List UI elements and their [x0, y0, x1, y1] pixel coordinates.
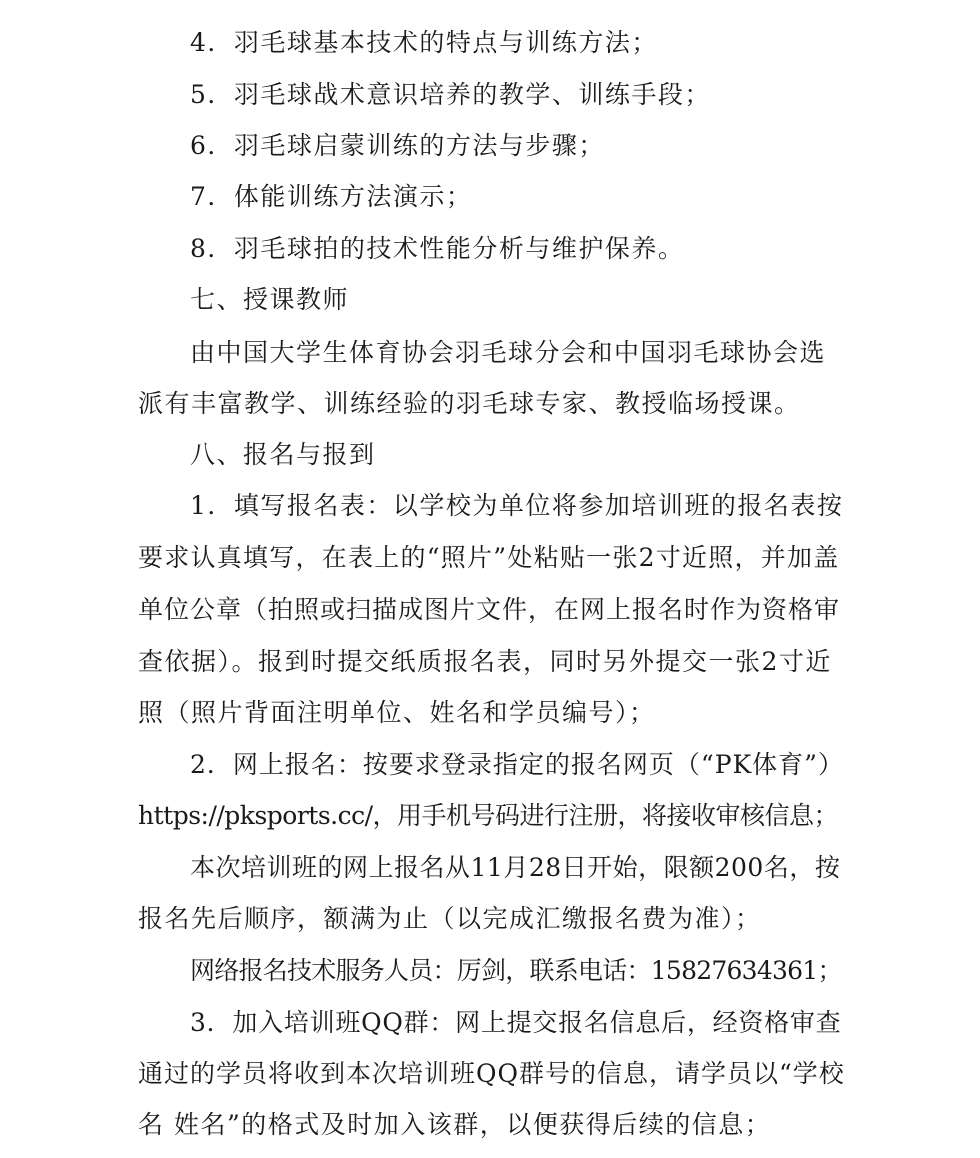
paragraph-line: 照（照片背面注明单位、姓名和学员编号）； — [138, 698, 656, 727]
list-item-8: 8．羽毛球拍的技术性能分析与维护保养。 — [190, 234, 685, 263]
paragraph-line: 报名先后顺序，额满为止（以完成汇缴报名费为准）； — [138, 904, 762, 933]
paragraph-line: 3．加入培训班QQ群：网上提交报名信息后，经资格审查 — [190, 1008, 842, 1037]
section-heading-registration: 八、报名与报到 — [190, 440, 376, 469]
paragraph-line: 1．填写报名表：以学校为单位将参加培训班的报名表按 — [190, 491, 844, 520]
paragraph-line: 由中国大学生体育协会羽毛球分会和中国羽毛球协会选 — [190, 338, 827, 367]
paragraph-line: 要求认真填写，在表上的“照片”处粘贴一张2寸近照，并加盖 — [138, 543, 840, 572]
paragraph-line: 通过的学员将收到本次培训班QQ群号的信息，请学员以“学校 — [138, 1059, 845, 1088]
paragraph-line: 派有丰富教学、训练经验的羽毛球专家、教授临场授课。 — [138, 389, 801, 418]
paragraph-line: 本次培训班的网上报名从11月28日开始，限额200名，按 — [190, 853, 841, 882]
paragraph-line-contact: 网络报名技术服务人员：厉剑，联系电话：15827634361； — [190, 956, 842, 985]
paragraph-line: 2．网上报名：按要求登录指定的报名网页（“PK体育”） — [190, 750, 844, 779]
paragraph-line: 名 姓名”的格式及时加入该群，以便获得后续的信息； — [138, 1110, 772, 1139]
list-item-7: 7．体能训练方法演示； — [190, 182, 473, 211]
list-item-4: 4．羽毛球基本技术的特点与训练方法； — [190, 28, 658, 57]
paragraph-line: 单位公章（拍照或扫描成图片文件，在网上报名时作为资格审 — [138, 595, 841, 624]
list-item-6: 6．羽毛球启蒙训练的方法与步骤； — [190, 131, 605, 160]
paragraph-line-url: https://pksports.cc/，用手机号码进行注册，将接收审核信息； — [138, 801, 839, 830]
section-heading-instructors: 七、授课教师 — [190, 285, 350, 314]
paragraph-line: 查依据）。报到时提交纸质报名表，同时另外提交一张2寸近 — [138, 647, 832, 676]
list-item-5: 5．羽毛球战术意识培养的教学、训练手段； — [190, 80, 711, 109]
